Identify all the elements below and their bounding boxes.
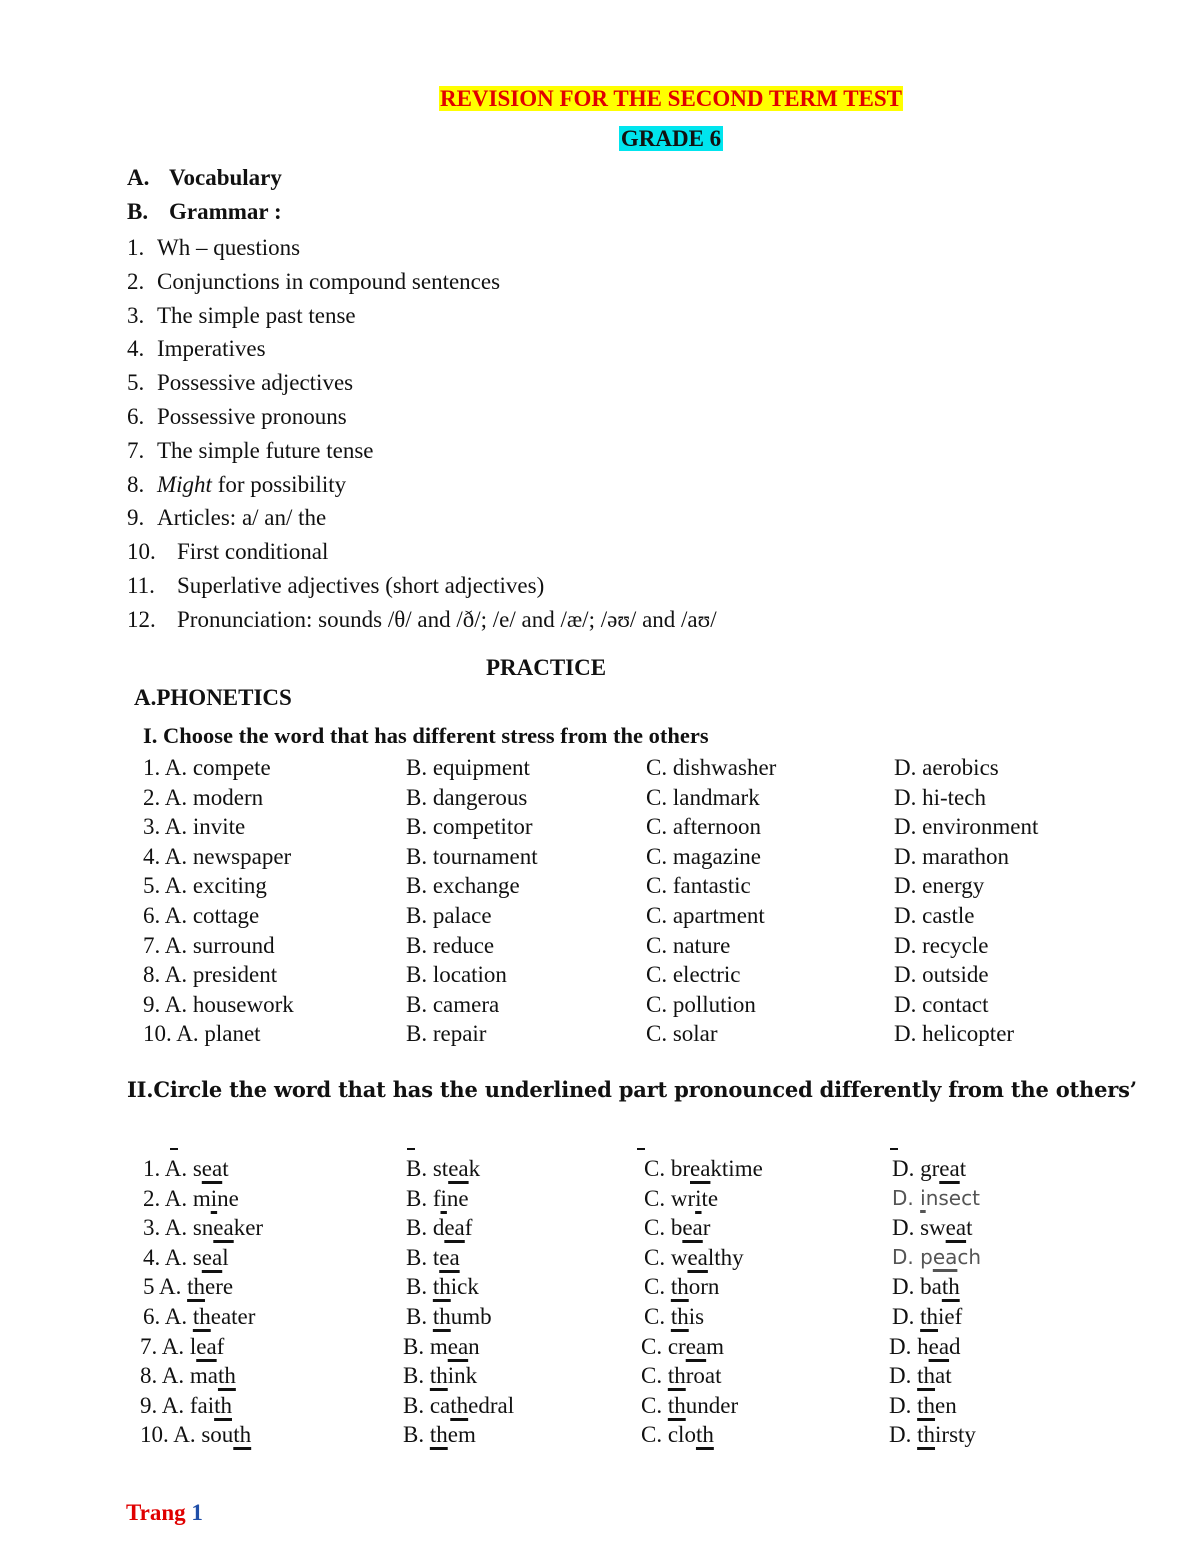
option-cell: 3. A. invite: [143, 814, 246, 840]
option-cell: 10. A. planet: [143, 1021, 261, 1047]
option-suffix: ne: [217, 1185, 239, 1211]
table-row: [143, 1304, 1143, 1334]
underlined-part: ea: [932, 1244, 958, 1269]
section-b-label: Grammar :: [169, 199, 282, 224]
section-b-number: B.: [127, 199, 149, 224]
option-cell: [892, 1274, 960, 1300]
option-cell: [644, 1245, 744, 1271]
underlined-part: th: [695, 1422, 714, 1448]
underlined-part: th: [217, 1363, 236, 1389]
option-prefix: B. st: [406, 1156, 449, 1181]
option-cell: D. castle: [894, 903, 975, 928]
option-suffix: eater: [210, 1304, 256, 1329]
option-prefix: B. t: [406, 1244, 440, 1270]
grammar-item-text: Imperatives: [157, 336, 266, 362]
grammar-item: [127, 299, 717, 333]
grammar-item: [127, 231, 717, 265]
underlined-part: i: [695, 1185, 702, 1211]
option-suffix: t: [959, 1156, 967, 1181]
option-prefix: C.: [644, 1304, 671, 1329]
document-title: [0, 86, 1200, 112]
table-row: [143, 844, 1143, 874]
underlined-part: th: [187, 1274, 205, 1300]
option-prefix: B.: [403, 1363, 430, 1389]
option-cell: B. competitor: [406, 814, 533, 840]
option-suffix: ne: [446, 1185, 469, 1211]
underlined-part: th: [432, 1304, 451, 1329]
grade-heading: [0, 126, 1200, 152]
table-row: [143, 1274, 1143, 1304]
option-prefix: C. cr: [641, 1333, 686, 1359]
option-prefix: 2. A. m: [143, 1185, 211, 1211]
option-cell: [143, 1245, 229, 1271]
option-cell: C. landmark: [646, 784, 760, 810]
option-cell: [644, 1186, 718, 1212]
option-cell: C. afternoon: [646, 814, 761, 840]
option-prefix: C.: [641, 1363, 668, 1389]
underlined-part: th: [192, 1304, 211, 1329]
option-prefix: D.: [889, 1422, 918, 1448]
option-prefix: 7. A. l: [140, 1333, 197, 1359]
grammar-item: [127, 468, 717, 502]
option-cell: [403, 1393, 514, 1419]
underlined-part: ea: [444, 1215, 465, 1241]
decorative-mark: [407, 1148, 415, 1150]
decorative-mark: [637, 1148, 645, 1150]
table-row: [143, 755, 1143, 785]
option-suffix: ktime: [710, 1156, 763, 1181]
option-cell: 2. A. modern: [143, 784, 264, 810]
option-cell: C. fantastic: [646, 873, 751, 899]
option-cell: B. location: [406, 962, 507, 988]
option-cell: D. aerobics: [894, 755, 999, 780]
grammar-item: [127, 434, 717, 468]
option-cell: [143, 1274, 233, 1300]
grammar-item-text: The simple past tense: [157, 302, 356, 328]
option-prefix: 3. A. sn: [143, 1215, 214, 1241]
option-cell: 6. A. cottage: [143, 903, 260, 928]
option-suffix: umb: [450, 1304, 492, 1329]
grammar-item-number: 3.: [127, 302, 145, 328]
option-prefix: 1. A. s: [143, 1156, 202, 1181]
grammar-item: [127, 265, 717, 299]
option-cell: [641, 1334, 724, 1360]
option-suffix: nsect: [925, 1185, 980, 1210]
option-suffix: ick: [450, 1274, 479, 1300]
decorative-mark: [170, 1148, 178, 1150]
underlined-part: th: [214, 1392, 232, 1418]
option-suffix: f: [464, 1215, 473, 1241]
grammar-item-italic: Might: [157, 471, 212, 497]
practice-text: PRACTICE: [485, 655, 607, 680]
table-row: [143, 1186, 1143, 1216]
option-cell: [892, 1186, 980, 1210]
option-cell: D. energy: [894, 873, 985, 899]
option-prefix: C.: [644, 1274, 671, 1300]
underlined-part: th: [917, 1422, 936, 1448]
grammar-item-text: Possessive pronouns: [157, 403, 347, 429]
option-cell: C. nature: [646, 932, 731, 958]
underlined-part: th: [667, 1392, 686, 1418]
option-cell: D. hi-tech: [894, 784, 986, 810]
option-suffix: at: [935, 1363, 952, 1389]
option-prefix: B. d: [406, 1215, 445, 1241]
option-cell: 4. A. newspaper: [143, 843, 292, 869]
option-cell: C. solar: [646, 1021, 718, 1047]
grammar-item-number: 8.: [127, 471, 145, 497]
decorative-mark: [890, 1148, 898, 1150]
option-suffix: ch: [957, 1244, 982, 1269]
table-row: [140, 1422, 1143, 1452]
underlined-part: th: [917, 1392, 936, 1418]
grammar-item: [127, 366, 717, 400]
option-prefix: C.: [641, 1392, 668, 1418]
option-prefix: 6. A.: [143, 1304, 193, 1329]
option-cell: 9. A. housework: [143, 991, 294, 1017]
grammar-item-number: 7.: [127, 437, 145, 463]
option-prefix: D.: [892, 1304, 921, 1329]
grammar-item-text: for possibility: [211, 471, 347, 497]
option-cell: [892, 1156, 966, 1182]
grammar-item-text: Conjunctions in compound sentences: [157, 268, 501, 294]
table-row: [143, 814, 1143, 844]
option-cell: C. apartment: [646, 903, 765, 928]
grammar-item: [127, 501, 717, 535]
grammar-item-text: Wh – questions: [157, 235, 301, 260]
option-cell: [644, 1215, 710, 1241]
option-suffix: en: [935, 1392, 957, 1418]
grammar-item-number: 4.: [127, 336, 145, 362]
option-suffix: k: [468, 1156, 481, 1181]
option-cell: [641, 1422, 714, 1448]
grammar-item-text: Superlative adjectives (short adjectives): [177, 572, 545, 598]
option-prefix: 4. A. s: [143, 1244, 202, 1270]
option-cell: [406, 1304, 492, 1330]
underlined-part: ea: [690, 1156, 711, 1181]
option-suffix: is: [688, 1304, 705, 1329]
exercise1-instruction: I. Choose the word that has different stress from the others: [143, 723, 709, 748]
option-cell: D. marathon: [894, 843, 1009, 869]
option-prefix: D. gr: [892, 1156, 940, 1181]
option-prefix: D. ba: [892, 1274, 942, 1300]
option-prefix: B.: [403, 1422, 430, 1448]
section-grammar: [127, 199, 282, 225]
footer-word: Trang: [126, 1500, 186, 1525]
option-prefix: 8. A. ma: [140, 1363, 218, 1389]
grammar-item: [127, 603, 717, 637]
option-cell: [143, 1215, 263, 1241]
underlined-part: th: [432, 1274, 451, 1300]
option-cell: B. repair: [406, 1021, 487, 1047]
option-cell: [406, 1245, 460, 1271]
option-cell: 1. A. compete: [143, 755, 271, 780]
option-cell: B. camera: [406, 991, 500, 1017]
option-prefix: B.: [406, 1304, 433, 1329]
option-cell: [143, 1186, 239, 1212]
option-cell: [889, 1334, 961, 1360]
grammar-item-number: 11.: [127, 572, 155, 598]
table-row: [143, 1245, 1143, 1275]
underlined-part: ea: [928, 1333, 950, 1359]
grammar-item-number: 9.: [127, 505, 145, 531]
table-row: [143, 785, 1143, 815]
option-prefix: D.: [889, 1363, 918, 1389]
grammar-item-text: Possessive adjectives: [157, 370, 354, 396]
option-prefix: D. sw: [892, 1215, 946, 1241]
table-row: [140, 1333, 1143, 1364]
option-cell: [403, 1422, 476, 1448]
option-cell: [641, 1393, 738, 1419]
option-cell: B. reduce: [406, 932, 495, 958]
option-cell: B. dangerous: [406, 784, 528, 810]
grade-text: GRADE 6: [620, 126, 722, 151]
option-prefix: 10. A. sou: [140, 1422, 234, 1448]
option-cell: [403, 1334, 480, 1360]
underlined-part: i: [210, 1185, 218, 1211]
underlined-part: th: [667, 1363, 686, 1389]
underlined-part: th: [670, 1304, 689, 1329]
option-prefix: B. m: [403, 1333, 448, 1359]
option-cell: B. equipment: [406, 755, 530, 780]
page-footer: [126, 1500, 203, 1526]
table-row: [143, 1156, 1143, 1186]
option-cell: [406, 1215, 472, 1241]
option-suffix: d: [949, 1333, 961, 1359]
option-prefix: D. p: [892, 1244, 933, 1269]
option-cell: [892, 1245, 981, 1269]
option-cell: [143, 1304, 255, 1330]
table-row: [143, 1021, 1143, 1051]
grammar-item: [127, 400, 717, 434]
option-suffix: orn: [688, 1274, 720, 1300]
underlined-part: th: [670, 1274, 689, 1300]
underlined-part: ea: [447, 1333, 469, 1359]
option-cell: 8. A. president: [143, 962, 278, 988]
option-prefix: B.: [406, 1274, 433, 1300]
underlined-part: ea: [201, 1156, 223, 1181]
option-cell: C. magazine: [646, 843, 761, 869]
option-cell: [889, 1363, 952, 1389]
option-cell: [140, 1334, 224, 1360]
option-cell: [406, 1186, 469, 1212]
option-cell: [403, 1363, 477, 1389]
underlined-part: ea: [201, 1244, 223, 1270]
underlined-part: th: [920, 1304, 939, 1329]
underlined-part: ea: [687, 1244, 708, 1270]
underlined-part: ea: [939, 1156, 960, 1181]
option-suffix: under: [685, 1392, 739, 1418]
underlined-part: ea: [945, 1215, 967, 1241]
option-cell: [641, 1363, 722, 1389]
grammar-item-number: 5.: [127, 370, 145, 396]
underlined-part: ea: [439, 1244, 460, 1270]
option-prefix: 5 A.: [143, 1274, 188, 1300]
underlined-part: i: [440, 1185, 447, 1211]
grammar-item-number: 2.: [127, 268, 145, 294]
option-cell: [140, 1393, 232, 1419]
option-prefix: 9. A. fai: [140, 1392, 215, 1418]
option-cell: D. contact: [894, 991, 989, 1017]
underlined-part: th: [450, 1392, 469, 1418]
option-cell: [140, 1363, 236, 1389]
option-cell: [644, 1304, 704, 1330]
option-cell: [889, 1422, 976, 1448]
section-vocabulary: [127, 165, 282, 191]
option-cell: [644, 1156, 763, 1182]
underlined-part: ea: [213, 1215, 234, 1241]
option-prefix: C. wr: [644, 1185, 696, 1211]
option-suffix: edral: [468, 1392, 515, 1418]
option-cell: [892, 1304, 962, 1330]
grammar-item: [127, 569, 717, 603]
underlined-part: ea: [685, 1333, 707, 1359]
grammar-item-text: Pronunciation: sounds /θ/ and /ð/; /e/ and /æ/; /əʊ/ and /aʊ/: [177, 606, 717, 632]
option-cell: D. helicopter: [894, 1021, 1015, 1047]
option-cell: [889, 1393, 957, 1419]
section-a-label: Vocabulary: [169, 165, 282, 190]
option-suffix: l: [222, 1244, 229, 1270]
grammar-item-number: 10.: [127, 539, 156, 565]
page-number: 1: [191, 1500, 203, 1525]
underlined-part: th: [941, 1274, 960, 1300]
option-cell: B. palace: [406, 903, 492, 928]
title-text: REVISION FOR THE SECOND TERM TEST: [439, 86, 903, 111]
option-suffix: ief: [938, 1304, 963, 1329]
option-cell: [406, 1274, 479, 1300]
option-prefix: D.: [889, 1392, 918, 1418]
option-suffix: ink: [447, 1363, 478, 1389]
option-prefix: C. w: [644, 1244, 688, 1270]
option-cell: C. dishwasher: [646, 755, 777, 780]
option-suffix: f: [216, 1333, 225, 1359]
table-row: [140, 1392, 1143, 1423]
option-cell: [644, 1274, 719, 1300]
underlined-part: th: [233, 1422, 252, 1448]
option-prefix: D.: [892, 1185, 921, 1210]
option-cell: [143, 1156, 229, 1182]
option-suffix: em: [447, 1422, 476, 1448]
option-suffix: r: [702, 1215, 711, 1241]
underlined-part: th: [429, 1363, 448, 1389]
grammar-item-text: Articles: a/ an/ the: [157, 505, 327, 531]
option-cell: B. tournament: [406, 843, 538, 869]
underlined-part: th: [917, 1363, 936, 1389]
option-cell: [892, 1215, 972, 1241]
practice-heading: [0, 655, 1200, 681]
option-suffix: t: [966, 1215, 973, 1241]
option-prefix: D. h: [889, 1333, 929, 1359]
option-cell: [406, 1156, 480, 1182]
grammar-item: [127, 332, 717, 366]
option-cell: C. electric: [646, 962, 741, 988]
option-cell: C. pollution: [646, 991, 756, 1017]
option-prefix: B. ca: [403, 1392, 451, 1418]
table-row: [140, 1363, 1143, 1393]
table-row: [143, 873, 1143, 903]
option-suffix: ere: [204, 1274, 234, 1300]
grammar-list: [127, 231, 717, 637]
underlined-part: i: [920, 1185, 926, 1210]
table-row: [143, 933, 1143, 963]
option-suffix: t: [222, 1156, 229, 1181]
option-suffix: lthy: [707, 1244, 744, 1270]
exercise2-instruction: II.Circle the word that has the underlined part pronounced differently from the others’: [127, 1077, 1137, 1102]
option-cell: 7. A. surround: [143, 932, 275, 958]
option-prefix: C. br: [644, 1156, 690, 1181]
table-row: [143, 992, 1143, 1022]
option-suffix: roat: [685, 1363, 722, 1389]
option-suffix: m: [706, 1333, 725, 1359]
table-row: [143, 1215, 1143, 1245]
option-suffix: n: [468, 1333, 480, 1359]
option-cell: D. environment: [894, 814, 1039, 840]
option-prefix: B. f: [406, 1185, 441, 1211]
grammar-item: [127, 535, 717, 569]
option-prefix: C. b: [644, 1215, 683, 1241]
option-cell: D. outside: [894, 962, 989, 988]
phonetics-heading: A.PHONETICS: [134, 685, 292, 710]
underlined-part: ea: [448, 1156, 469, 1181]
option-cell: 5. A. exciting: [143, 873, 267, 899]
option-suffix: te: [701, 1185, 719, 1211]
grammar-item-number: 12.: [127, 606, 156, 632]
section-a-number: A.: [127, 165, 150, 190]
underlined-part: ea: [682, 1215, 703, 1241]
grammar-item-number: 1.: [127, 235, 145, 260]
option-cell: B. exchange: [406, 873, 520, 899]
grammar-item-text: The simple future tense: [157, 437, 374, 463]
underlined-part: ea: [196, 1333, 217, 1359]
grammar-item-text: First conditional: [177, 539, 329, 565]
option-suffix: ker: [233, 1215, 264, 1241]
option-cell: D. recycle: [894, 932, 989, 958]
table-row: [143, 962, 1143, 992]
option-suffix: irsty: [935, 1422, 976, 1448]
underlined-part: th: [429, 1422, 448, 1448]
grammar-item-number: 6.: [127, 403, 145, 429]
option-cell: [140, 1422, 251, 1448]
option-prefix: C. clo: [641, 1422, 696, 1448]
table-row: [143, 903, 1143, 933]
